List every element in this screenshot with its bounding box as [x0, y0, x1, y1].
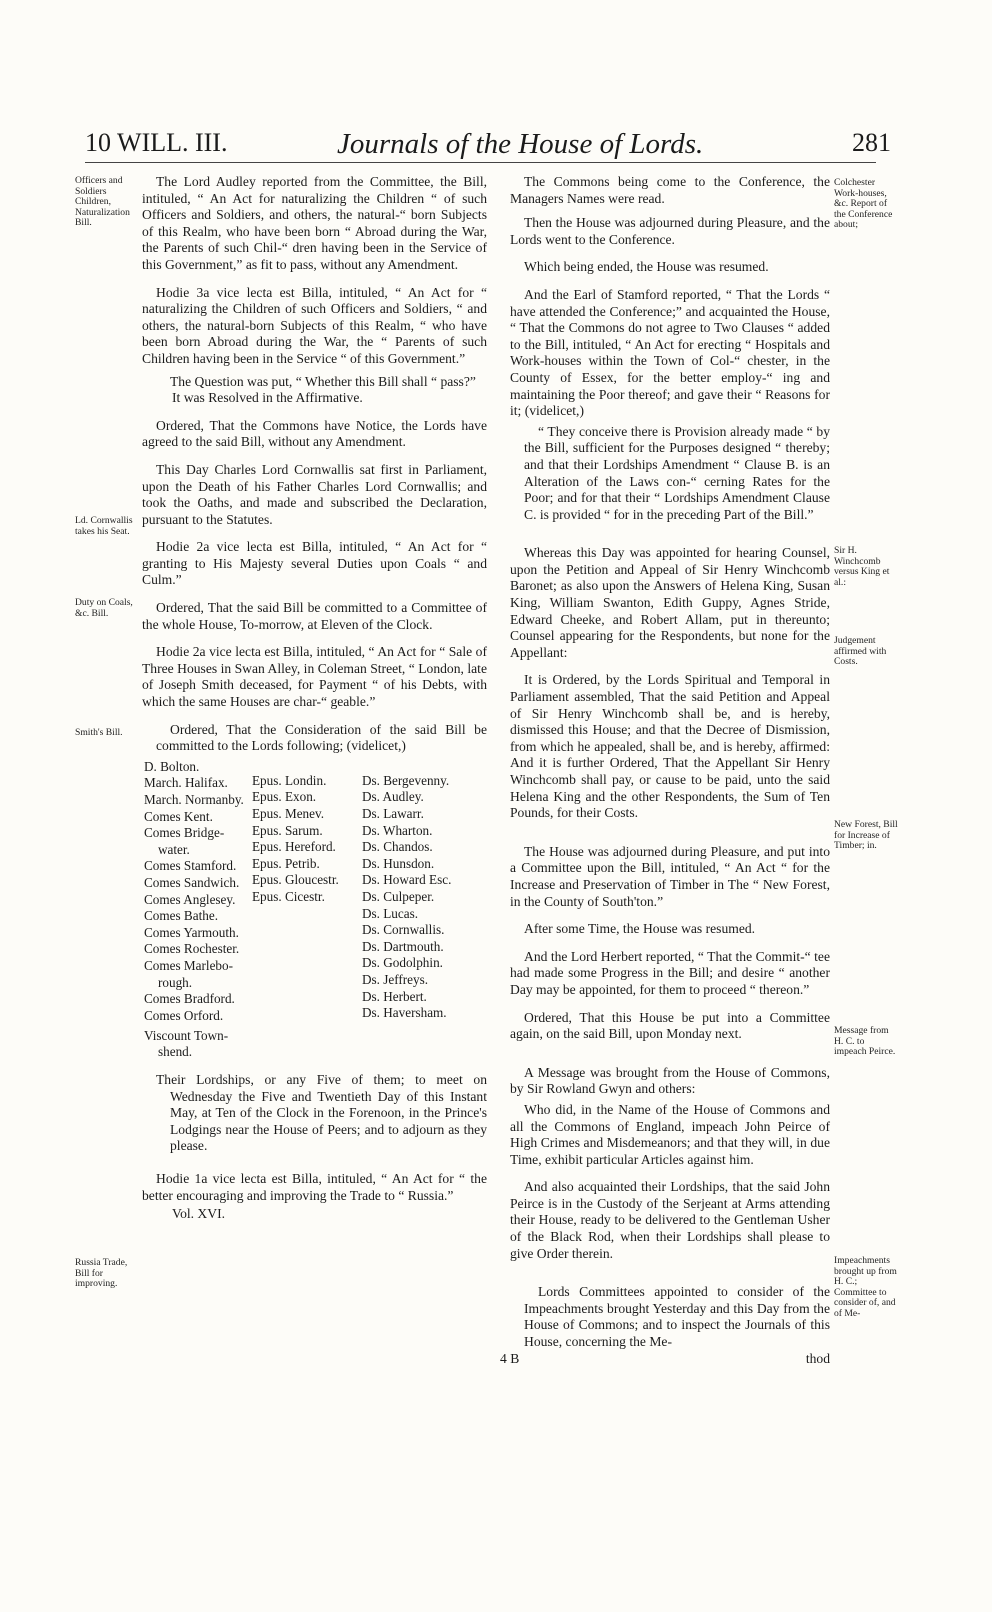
volume-footer: Vol. XVI. — [172, 1206, 225, 1222]
name: Comes Anglesey. — [144, 891, 236, 907]
running-header-title: Journals of the House of Lords. — [337, 128, 704, 160]
name: Comes Bradford. — [144, 991, 235, 1007]
paragraph: Their Lordships, or any Five of them; to meet on Wednesday the Five and Twentieth Day of this Instant May, at Ten of the Clock in the Forenoon, in the Prince's Lodgings near the House of Peers; and to adjourn as they please. — [156, 1072, 487, 1154]
name: Ds. Lucas. — [362, 905, 419, 921]
paragraph: Ordered, That the Consideration of the said Bill be committed to the Lords following; (videlicet,) — [156, 721, 487, 754]
paragraph: Ordered, That the said Bill be committed to a Committee of the whole House, To-morrow, at Eleven of the Clock. — [142, 600, 487, 632]
name: Ds. Bergevenny. — [362, 772, 450, 788]
page-number: 281 — [852, 128, 891, 157]
name: Ds. Howard Esc. — [362, 872, 452, 888]
name: Comes Rochester. — [144, 941, 240, 957]
paragraph: Ordered, That this House be put into a Committee again, on the said Bill, upon Monday next. — [510, 1009, 830, 1042]
name: Comes Marlebo- — [144, 957, 233, 973]
paragraph: It was Resolved in the Affirmative. — [172, 390, 363, 406]
paragraph: The House was adjourned during Pleasure, and put into a Committee upon the Bill, intituled, “ An Act “ for the Increase and Preservation of Timber in The “ New Forest, in the County of South'ton.” — [510, 843, 830, 909]
paragraph: Whereas this Day was appointed for hearing Counsel, upon the Petition and Appeal of Sir Henry Winchcomb Baronet; as also upon the Answers of Helena King, Susan King, William Swanton, Edith Guppy, Agnes Stride, Edward Cheeke, and Robert Allam, put in thereunto; Counsel appearing for the Respondents, but none for the Appellant: — [510, 545, 830, 660]
paragraph: Which being ended, the House was resumed. — [524, 259, 769, 275]
margin-note: Officers and Soldiers Children, Naturalization Bill. — [75, 175, 130, 229]
name: Epus. Cicestr. — [252, 888, 325, 904]
paragraph: Hodie 1a vice lecta est Billa, intituled, “ An Act for “ the better encouraging and improving the Trade to “ Russia.” — [142, 1170, 487, 1203]
running-header-left: 10 WILL. III. — [85, 128, 228, 157]
name: Comes Kent. — [144, 808, 213, 824]
paragraph: Hodie 2a vice lecta est Billa, intituled, “ An Act for “ granting to His Majesty several Duties upon Coals “ and Culm.” — [142, 539, 487, 588]
name: Epus. Hereford. — [252, 839, 336, 855]
name: Ds. Cornwallis. — [362, 922, 445, 938]
paragraph: Ordered, That the Commons have Notice, the Lords have agreed to the said Bill, without any Amendment. — [142, 417, 487, 450]
margin-note: Colchester Work-houses, &c. Report of the Conference about; — [834, 177, 893, 231]
committee-names — [142, 759, 487, 1024]
name: Ds. Wharton. — [362, 822, 433, 838]
margin-note: Sir H. Winchcomb versus King et al.: — [834, 545, 890, 588]
margin-note: Message from H. C. to impeach Peirce. — [834, 1025, 896, 1058]
paragraph: A Message was brought from the House of Commons, by Sir Rowland Gwyn and others: — [510, 1064, 830, 1097]
paragraph: And also acquainted their Lordships, that the said John Peirce is in the Custody of the Serjeant at Arms attending their House, ready to be delivered to the Gentleman Usher of the Black Rod, when their Lordships shall please to give Order therein. — [510, 1179, 830, 1261]
name: Ds. Lawarr. — [362, 806, 424, 821]
paragraph: This Day Charles Lord Cornwallis sat first in Parliament, upon the Death of his Father Charles Lord Cornwallis; and took the Oaths, and made and subscribed the Declaration, pursuant to the Statutes. — [142, 461, 487, 527]
paragraph: Who did, in the Name of the House of Commons and all the Commons of England, impeach John Peirce of High Crimes and Misdemeanors; and that they will, in due Time, exhibit particular Articles against him. — [510, 1101, 830, 1167]
paragraph: Hodie 3a vice lecta est Billa, intituled, “ An Act for “ naturalizing the Children of such Officers and Soldiers, “ and others, the natural-born Subjects of this Realm, “ who have been born Abroad during the War, the “ Parents of such Children having been in the Service “ of this Government.” — [142, 284, 487, 366]
paragraph: And the Earl of Stamford reported, “ That the Lords “ have attended the Conference;” and acquainted the House, “ That the Commons do not agree to Two Clauses “ added to the Bill, intituled, “ An Act for erecting “ Hospitals and Work-houses within the Town of Col-“ chester, in the County of Essex, for the better employ-“ ing and maintaining the Poor thereof; and gave their “ Reasons for it; (videlicet,) — [510, 286, 830, 419]
margin-note: Smith's Bill. — [75, 727, 123, 738]
right-column — [500, 174, 830, 1367]
name: Ds. Audley. — [362, 789, 424, 805]
name: Epus. Exon. — [252, 789, 317, 805]
names-column-3 — [362, 773, 492, 1022]
name: Comes Stamford. — [144, 858, 237, 874]
name: Epus. Sarum. — [252, 822, 323, 838]
names-column-1 — [144, 759, 254, 1025]
paragraph: After some Time, the House was resumed. — [524, 921, 756, 937]
name: Viscount Town- — [144, 1027, 229, 1043]
name: Ds. Herbert. — [362, 988, 427, 1004]
paragraph: Then the House was adjourned during Pleasure, and the Lords went to the Conference. — [510, 215, 830, 247]
name: Epus. Menev. — [252, 806, 325, 821]
name: Comes Bathe. — [144, 908, 218, 924]
paragraph: The Lord Audley reported from the Committee, the Bill, intituled, “ An Act for naturalizing the Children “ of such Officers and Soldiers, and others, the natural-“ born Subjects of this Realm, who have been born “ Abroad during the War, the Parents of such Chil-“ dren having been in the Service of this Government,” as fit to pass, without any Amendment. — [142, 174, 487, 272]
left-column — [142, 174, 487, 1223]
margin-note: Ld. Cornwallis takes his Seat. — [75, 515, 133, 537]
name: Ds. Dartmouth. — [362, 938, 444, 954]
name: Comes Yarmouth. — [144, 924, 239, 940]
paragraph: And the Lord Herbert reported, “ That the Commit-“ tee had made some Progress in the Bill; and desire “ another Day may be appointed, for them to proceed “ thereon.” — [510, 948, 830, 997]
names-column-2 — [252, 773, 352, 906]
name: Comes Bridge- — [144, 825, 225, 841]
name: Epus. Petrib. — [252, 855, 320, 871]
header-rule — [85, 162, 876, 163]
name: March. Halifax. — [144, 775, 228, 791]
paragraph: “ They conceive there is Provision already made “ by the Bill, sufficient for the Purposes designed “ thereby; and that their Lordships Amendment “ Clause B. is an Alteration of the Laws con-“ cerning Rates for the Poor; and for that their “ Lordships Amendment Clause C. is provided “ for in the preceding Part of the Bill.” — [524, 423, 830, 522]
name: Comes Sandwich. — [144, 874, 240, 890]
paragraph: The Commons being come to the Conference, the Managers Names were read. — [510, 174, 830, 206]
name: Epus. Londin. — [252, 772, 327, 788]
name: water. — [158, 841, 190, 857]
paragraph: The Question was put, “ Whether this Bill shall “ pass?” — [170, 373, 476, 389]
name: Ds. Jeffreys. — [362, 971, 429, 987]
paragraph: Hodie 2a vice lecta est Billa, intituled, “ An Act for “ Sale of Three Houses in Swan Alley, in Coleman Street, “ London, late of Joseph Smith deceased, for Payment “ of his Debts, with which the same Houses are char-“ geable.” — [142, 644, 487, 710]
name: Epus. Gloucestr. — [252, 872, 339, 888]
catchword: thod — [805, 1350, 830, 1366]
margin-note: New Forest, Bill for Increase of Timber; in. — [834, 819, 898, 852]
name: March. Normanby. — [144, 792, 244, 807]
margin-note: Judgement affirmed with Costs. — [834, 635, 887, 668]
signature-mark: 4 B — [500, 1350, 520, 1366]
name: Ds. Hunsdon. — [362, 855, 435, 871]
name: Ds. Godolphin. — [362, 955, 443, 971]
name: rough. — [158, 974, 193, 990]
name: Ds. Haversham. — [362, 1005, 447, 1021]
margin-note: Duty on Coals, &c. Bill. — [75, 597, 133, 619]
name: shend. — [158, 1044, 193, 1060]
name: D. Bolton. — [144, 758, 200, 774]
name: Ds. Chandos. — [362, 839, 433, 855]
name: Comes Orford. — [144, 1007, 224, 1023]
margin-note: Impeachments brought up from H. C.; Committee to consider of, and of Me- — [834, 1255, 897, 1319]
name: Ds. Culpeper. — [362, 888, 435, 904]
paragraph: It is Ordered, by the Lords Spiritual and Temporal in Parliament assembled, That the said Petition and Appeal of Sir Henry Winchcomb shall be, and is hereby, dismissed this House; and that the Decree of Dismission, from which he appealed, shall be, and is hereby, affirmed: And it is further Ordered, That the Appellant Sir Henry Winchcomb shall pay, or cause to be paid, unto the said Helena King and the other Respondents, the Sum of Ten Pounds, for their Costs. — [510, 672, 830, 821]
paragraph: Lords Committees appointed to consider of the Impeachments brought Yesterday and this Day from the House of Commons; and to inspect the Journals of this House, concerning the Me- — [524, 1284, 830, 1350]
margin-note: Russia Trade, Bill for improving. — [75, 1257, 128, 1290]
